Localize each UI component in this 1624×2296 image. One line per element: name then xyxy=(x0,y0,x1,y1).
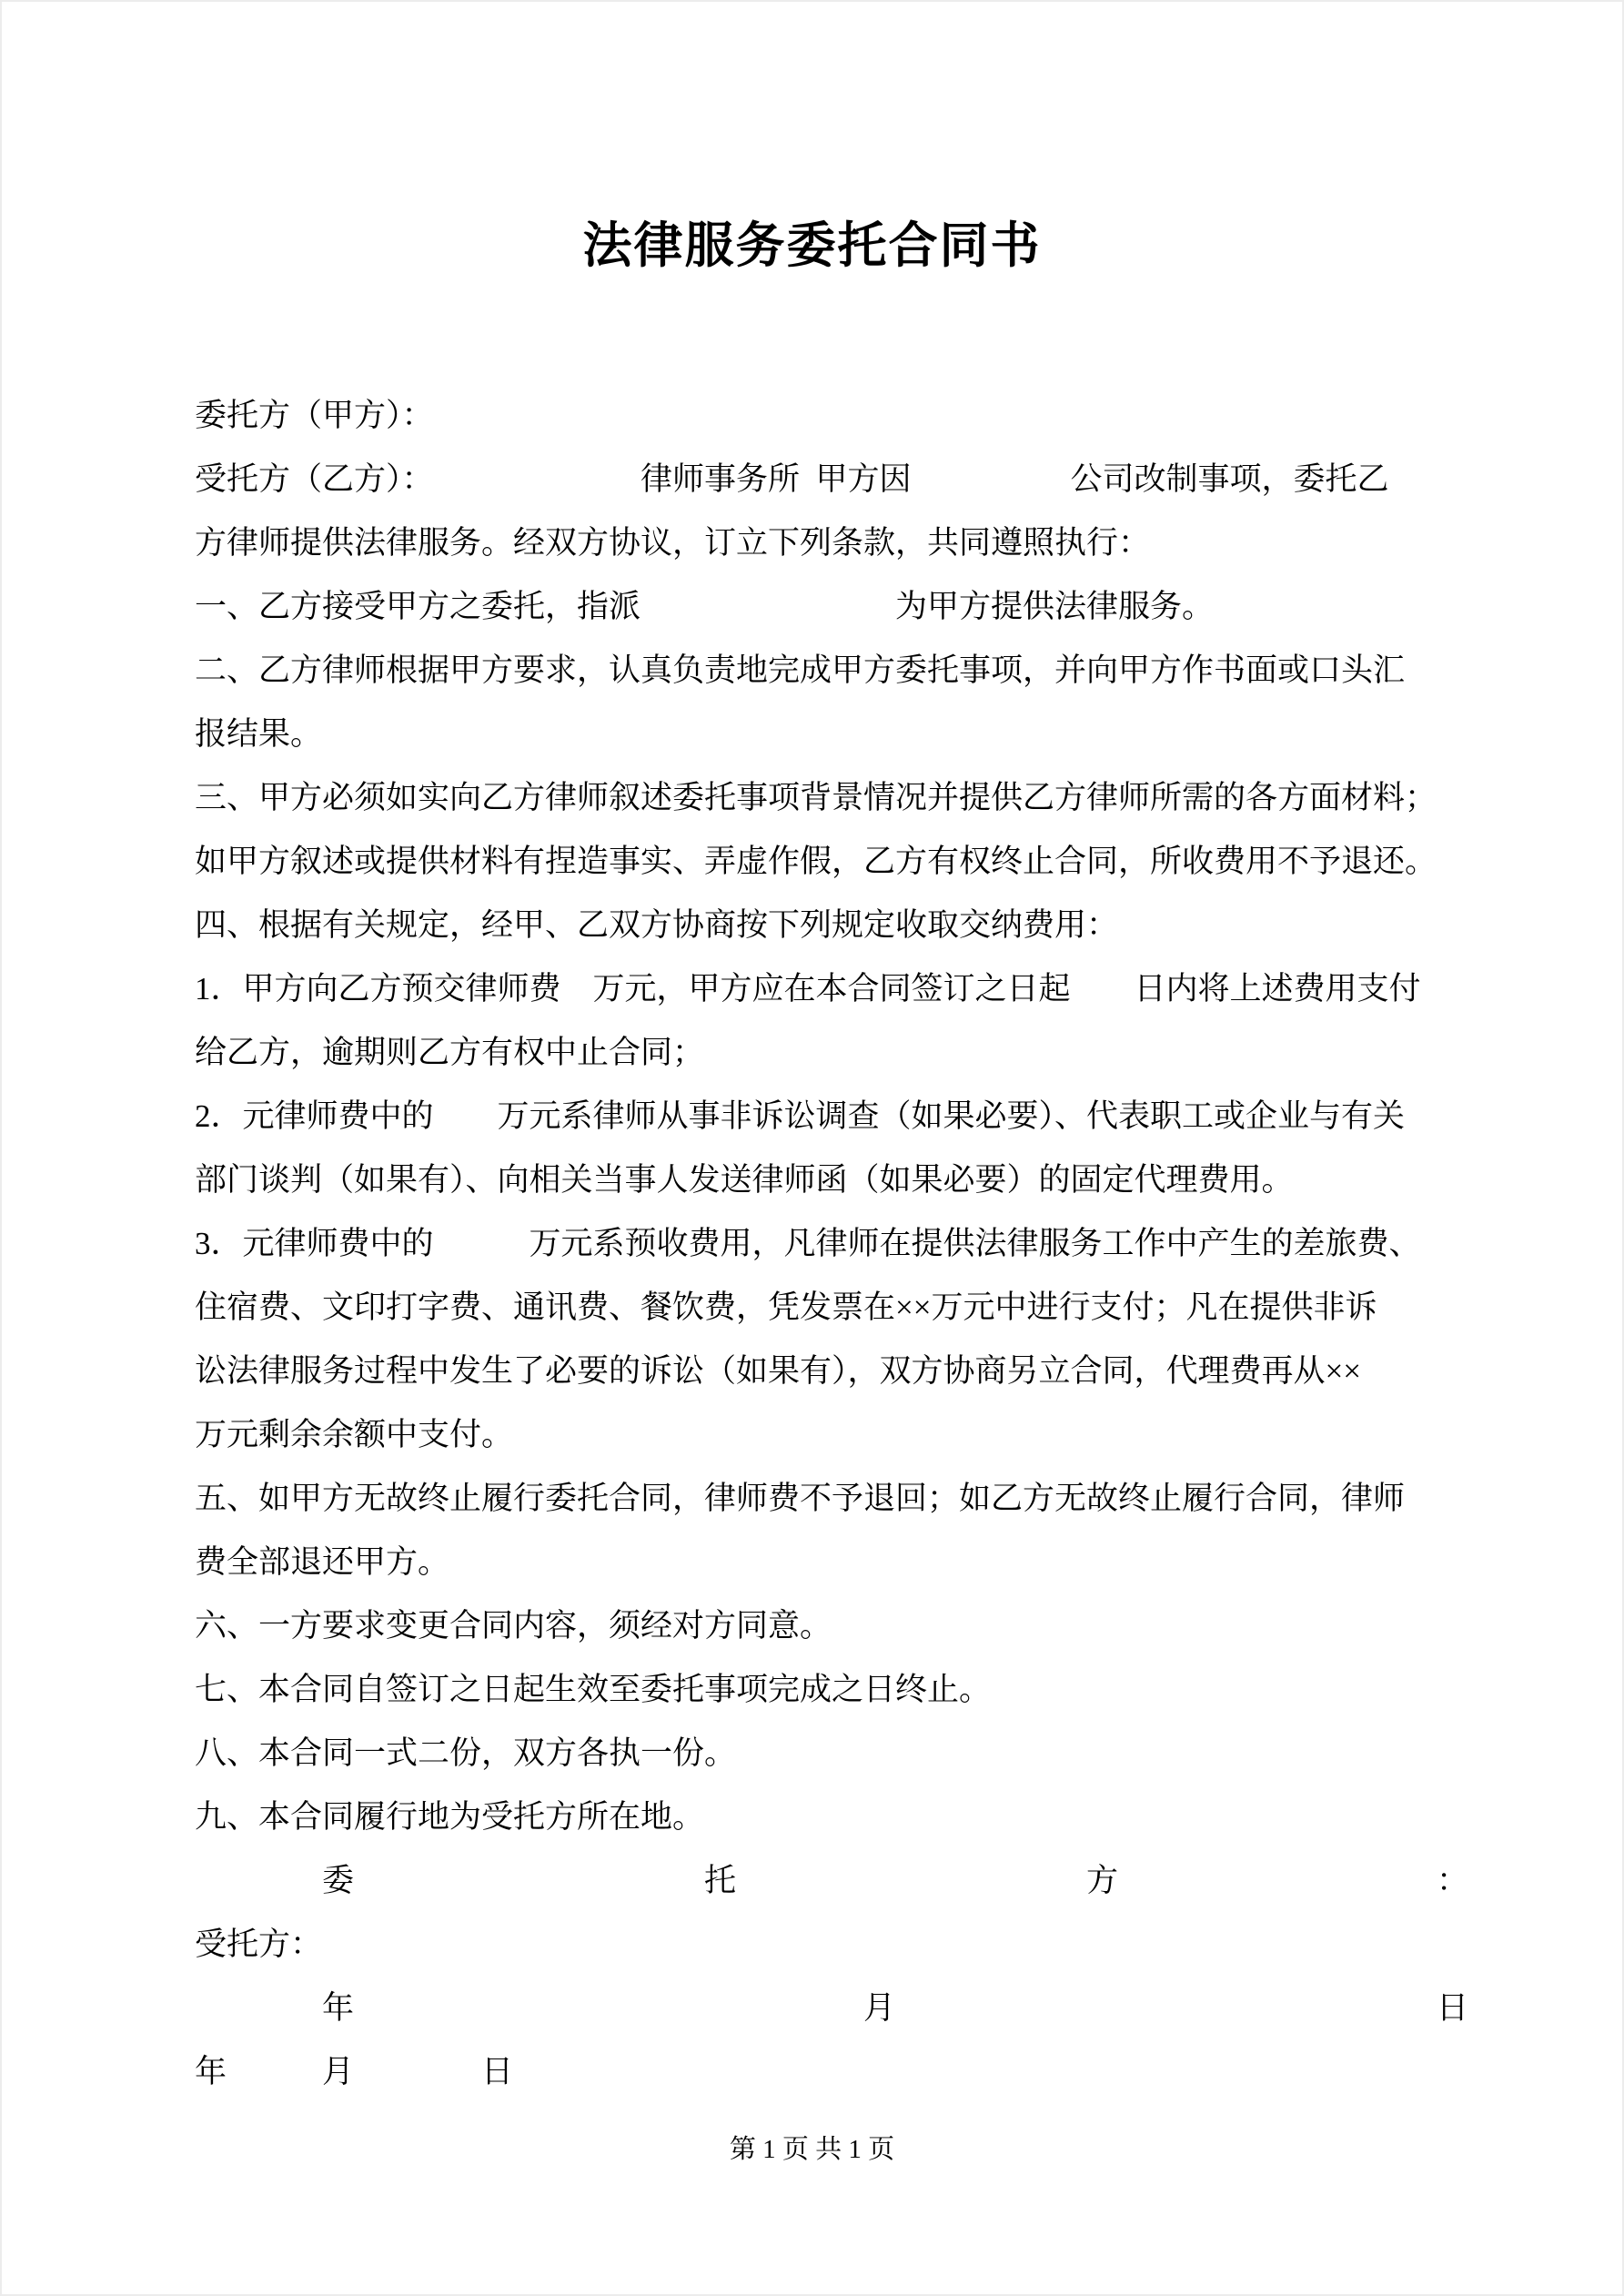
doc-line-signature-entrusting-party: 委 托 方 ： xyxy=(195,1863,1469,1898)
doc-line: 受托方（乙方）： 律师事务所 甲方因 公司改制事项，委托乙 xyxy=(195,461,1389,497)
doc-line: 六、一方要求变更合同内容，须经对方同意。 xyxy=(195,1608,832,1644)
doc-line: 委托方（甲方）： xyxy=(195,398,434,433)
doc-line: 住宿费、文印打字费、通讯费、餐饮费，凭发票在××万元中进行支付；凡在提供非诉 xyxy=(195,1290,1377,1325)
doc-line: 三、甲方必须如实向乙方律师叙述委托事项背景情况并提供乙方律师所需的各方面材料； xyxy=(195,780,1437,815)
doc-line: 方律师提供法律服务。经双方协议，订立下列条款，共同遵照执行： xyxy=(195,525,1151,561)
doc-line: 给乙方，逾期则乙方有权中止合同； xyxy=(195,1035,705,1070)
doc-line: 九、本合同履行地为受托方所在地。 xyxy=(195,1799,705,1835)
page-number-footer: 第 1 页 共 1 页 xyxy=(729,2135,895,2164)
doc-line: 费全部退还甲方。 xyxy=(195,1544,450,1580)
doc-line: 1．甲方向乙方预交律师费 万元，甲方应在本合同签订之日起 日内将上述费用支付 xyxy=(195,971,1421,1006)
doc-line: 部门谈判（如果有）、向相关当事人发送律师函（如果必要）的固定代理费用。 xyxy=(195,1162,1294,1198)
doc-line: 二、乙方律师根据甲方要求，认真负责地完成甲方委托事项，并向甲方作书面或口头汇 xyxy=(195,652,1406,688)
doc-line-date: 年 月 日 xyxy=(195,1990,1469,2026)
doc-line-signature-entrusted-party: 受托方： xyxy=(195,1927,323,1962)
document-body xyxy=(195,384,1469,2104)
doc-line: 3．元律师费中的 万元系预收费用，凡律师在提供法律服务工作中产生的差旅费、 xyxy=(195,1226,1421,1261)
doc-line: 讼法律服务过程中发生了必要的诉讼（如果有），双方协商另立合同，代理费再从×× xyxy=(195,1353,1361,1389)
doc-line: 2．元律师费中的 万元系律师从事非诉讼调查（如果必要）、代表职工或企业与有关 xyxy=(195,1098,1406,1134)
doc-line: 如甲方叙述或提供材料有捏造事实、弄虚作假，乙方有权终止合同，所收费用不予退还。 xyxy=(195,844,1437,879)
doc-line: 报结果。 xyxy=(195,716,323,752)
doc-line: 万元剩余余额中支付。 xyxy=(195,1417,514,1452)
doc-line: 五、如甲方无故终止履行委托合同，律师费不予退回；如乙方无故终止履行合同，律师 xyxy=(195,1481,1406,1516)
doc-line-date: 年 月 日 xyxy=(195,2054,514,2089)
doc-line: 八、本合同一式二份，双方各执一份。 xyxy=(195,1735,737,1771)
doc-line: 七、本合同自签订之日起生效至委托事项完成之日终止。 xyxy=(195,1672,992,1707)
doc-line: 四、根据有关规定，经甲、乙双方协商按下列规定收取交纳费用： xyxy=(195,907,1119,943)
doc-line: 一、乙方接受甲方之委托，指派 为甲方提供法律服务。 xyxy=(195,589,1215,624)
document-title: 法律服务委托合同书 xyxy=(582,218,1042,273)
